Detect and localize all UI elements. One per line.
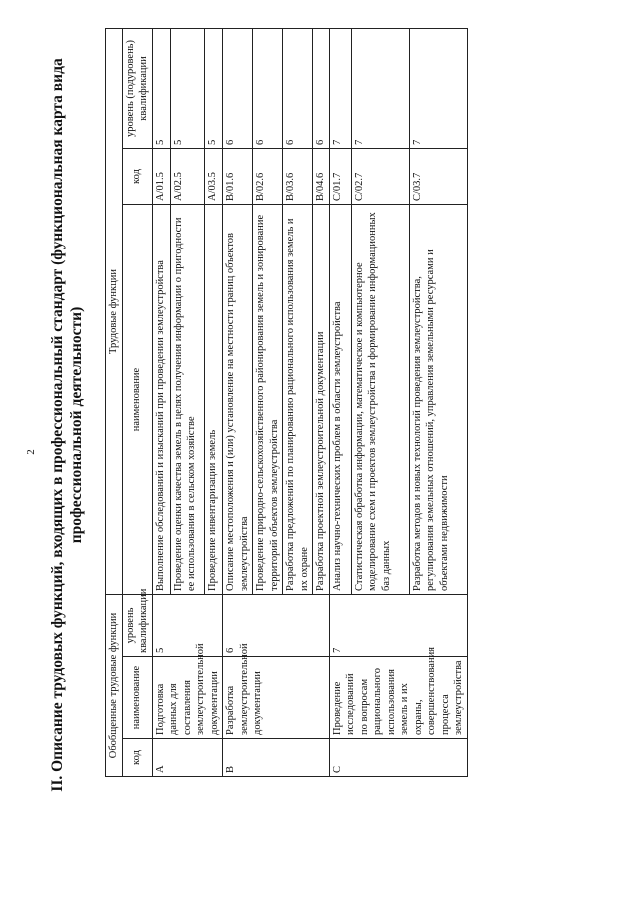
table-row: [329, 28, 351, 776]
function-code: B/03.6: [283, 149, 313, 205]
function-code: A/02.5: [170, 149, 204, 205]
header-tf-level: уровень (подуровень) квалификации: [122, 28, 152, 148]
group-code: C: [329, 739, 467, 777]
header-level: уровень квалификации: [122, 595, 152, 657]
page-number: 2: [25, 449, 37, 455]
function-code: A/03.5: [204, 149, 222, 205]
function-level: 7: [351, 28, 409, 148]
function-code: C/01.7: [329, 149, 351, 205]
header-tf-code: код: [122, 149, 152, 205]
function-level: 6: [283, 28, 313, 148]
functional-map-table: [105, 28, 468, 777]
table-row: [223, 28, 253, 776]
header-name: наименование: [122, 657, 152, 739]
header-generalized-functions: Обобщенные трудовые функции: [106, 595, 123, 777]
function-name: Разработка проектной землеустроительной документации: [313, 205, 330, 595]
group-level: 7: [329, 595, 467, 657]
header-tf-name: наименование: [122, 205, 152, 595]
header-row-1: [106, 28, 123, 776]
group-code: A: [152, 739, 223, 777]
function-name: Статистическая обработка информации, математическое и компьютерное моделирование схем и проектов землеустройства и формирование информационных баз данных: [351, 205, 409, 595]
function-name: Проведение инвентаризации земель: [204, 205, 222, 595]
header-row-2: [122, 28, 152, 776]
function-name: Разработка предложений по планированию рационального использования земель и их охране: [283, 205, 313, 595]
function-code: B/01.6: [223, 149, 253, 205]
function-level: 7: [329, 28, 351, 148]
function-name: Выполнение обследований и изысканий при проведении землеустройства: [152, 205, 170, 595]
function-code: C/03.7: [409, 149, 467, 205]
function-name: Разработка методов и новых технологий проведения землеустройства, регулирования земельных отношений, управления земельными ресурсами и объектами недвижимости: [409, 205, 467, 595]
function-name: Проведение природно-сельскохозяйственного районирования земель и зонирование территорий объектов землеустройства: [253, 205, 283, 595]
group-level: 5: [152, 595, 223, 657]
table-row: [152, 28, 170, 776]
section-heading: II. Описание трудовых функций, входящих в профессиональный стандарт (функциональная карта вида профессиональной деятельности): [49, 58, 85, 792]
function-level: 5: [170, 28, 204, 148]
function-level: 5: [204, 28, 222, 148]
function-code: A/01.5: [152, 149, 170, 205]
function-level: 5: [152, 28, 170, 148]
function-code: B/02.6: [253, 149, 283, 205]
function-level: 6: [313, 28, 330, 148]
header-code: код: [122, 739, 152, 777]
function-level: 6: [223, 28, 253, 148]
header-labor-functions: Трудовые функции: [106, 28, 123, 594]
group-level: 6: [223, 595, 330, 657]
group-name: Проведение исследований по вопросам рационального использования земель и их охраны, совершенствования процесса землеустройства: [329, 657, 467, 739]
function-name: Описание местоположения и (или) установление на местности границ объектов землеустройства: [223, 205, 253, 595]
group-name: Разработка землеустроительной документации: [223, 657, 330, 739]
function-code: B/04.6: [313, 149, 330, 205]
function-level: 7: [409, 28, 467, 148]
function-name: Проведение оценки качества земель в целях получения информации о пригодности ее использования в сельском хозяйстве: [170, 205, 204, 595]
function-code: C/02.7: [351, 149, 409, 205]
group-code: B: [223, 739, 330, 777]
group-name: Подготовка данных для составления землеустроительной документации: [152, 657, 223, 739]
function-level: 6: [253, 28, 283, 148]
function-name: Анализ научно-технических проблем в области землеустройства: [329, 205, 351, 595]
